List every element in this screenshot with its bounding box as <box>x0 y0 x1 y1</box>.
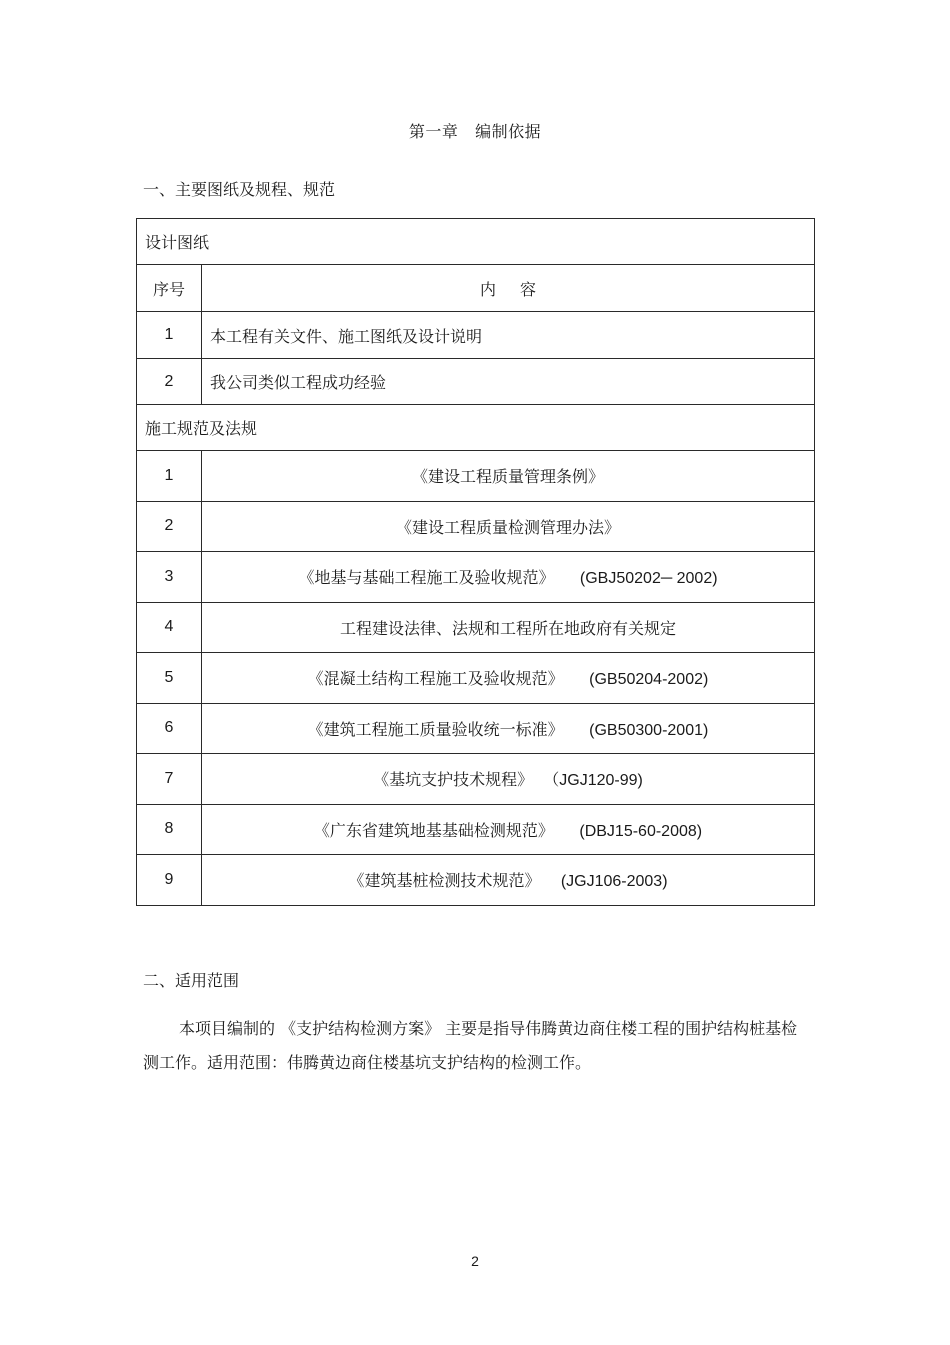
header-num: 序号 <box>137 265 202 312</box>
table-row <box>137 703 815 754</box>
row-content-cell <box>202 552 815 603</box>
table-row <box>137 602 815 653</box>
page-number: 2 <box>471 1253 479 1269</box>
row-content: 我公司类似工程成功经验 <box>202 359 815 405</box>
chapter-title: 第一章 编制依据 <box>408 122 542 141</box>
row-content: 《广东省建筑地基基础检测规范》 <box>313 820 554 840</box>
table-row <box>137 451 815 502</box>
table-row <box>137 653 815 704</box>
row-content: 《建筑基桩检测技术规范》 <box>348 871 541 891</box>
row-content: 《建设工程质量管理条例》 <box>411 467 604 487</box>
table-row <box>137 501 815 552</box>
row-content-cell <box>202 501 815 552</box>
group-label: 施工规范及法规 <box>137 405 815 451</box>
row-num: 4 <box>137 602 202 653</box>
row-content: 《混凝土结构工程施工及验收规范》 <box>307 669 564 689</box>
row-content-cell <box>202 754 815 805</box>
header-content: 内容 <box>479 279 560 299</box>
row-content-cell <box>202 703 815 754</box>
table-row <box>137 804 815 855</box>
scope-paragraph: 本项目编制的 《支护结构检测方案》 主要是指导伟腾黄边商住楼工程的围护结构桩基检测工作。适用范围：伟腾黄边商住楼基坑支护结构的检测工作。 <box>143 1019 798 1072</box>
row-num: 1 <box>137 451 202 502</box>
row-code: (GB50204-2002) <box>589 671 709 689</box>
row-num: 2 <box>137 359 202 405</box>
row-content: 《基坑支护技术规程》 <box>373 770 534 790</box>
row-code: (JGJ106-2003) <box>560 873 668 891</box>
row-content-cell <box>202 653 815 704</box>
table-row <box>137 312 815 359</box>
row-content-cell <box>202 602 815 653</box>
row-num: 2 <box>137 501 202 552</box>
row-num: 1 <box>137 312 202 359</box>
row-content: 《地基与基础工程施工及验收规范》 <box>298 568 555 588</box>
row-content-cell <box>202 855 815 906</box>
row-content-cell <box>202 804 815 855</box>
row-num: 6 <box>137 703 202 754</box>
group-label: 设计图纸 <box>137 219 815 265</box>
table-row <box>137 855 815 906</box>
table-header-row <box>137 265 815 312</box>
row-num: 9 <box>137 855 202 906</box>
group-row-design-drawings <box>137 219 815 265</box>
row-content-cell <box>202 451 815 502</box>
table-row <box>137 754 815 805</box>
row-code: (GBJ50202─ 2002) <box>579 570 718 588</box>
table-row <box>137 552 815 603</box>
row-code: (GB50300-2001) <box>589 721 709 739</box>
row-num: 3 <box>137 552 202 603</box>
row-content: 《建设工程质量检测管理办法》 <box>395 517 620 537</box>
row-content: 本工程有关文件、施工图纸及设计说明 <box>202 312 815 359</box>
section-heading-scope: 二、适用范围 <box>143 971 240 990</box>
section-heading-drawings-specs: 一、主要图纸及规程、规范 <box>143 180 336 199</box>
header-content-cell <box>202 265 815 312</box>
row-num: 5 <box>137 653 202 704</box>
row-code: (DBJ15-60-2008) <box>579 822 703 840</box>
row-code: （JGJ120-99) <box>543 772 643 790</box>
row-num: 8 <box>137 804 202 855</box>
basis-table <box>136 218 815 906</box>
table-row <box>137 359 815 405</box>
group-row-specs-regulations <box>137 405 815 451</box>
row-num: 7 <box>137 754 202 805</box>
row-content: 《建筑工程施工质量验收统一标准》 <box>307 719 564 739</box>
row-content: 工程建设法律、法规和工程所在地政府有关规定 <box>339 618 676 638</box>
